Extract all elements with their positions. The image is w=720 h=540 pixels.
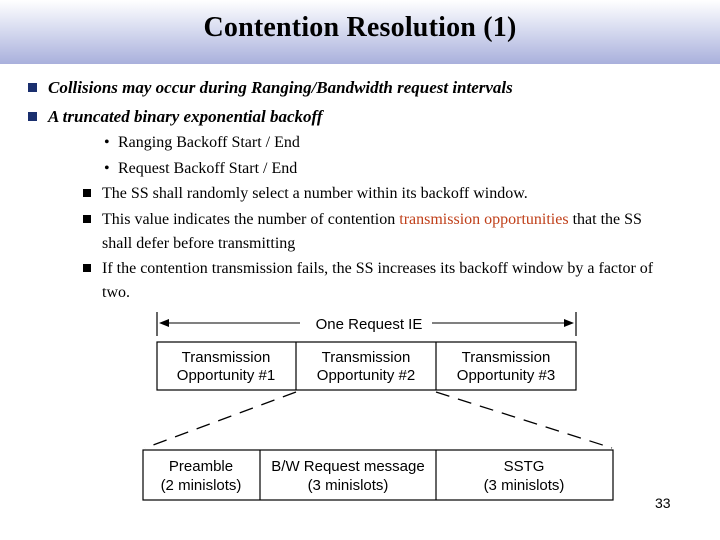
page-number: 33 (655, 495, 671, 511)
expand-line-left (145, 392, 296, 448)
opportunity-line2: Opportunity #1 (176, 367, 276, 384)
slot-line2: (2 minislots) (160, 477, 242, 494)
opportunity-line1: Transmission (461, 349, 551, 366)
opportunity-line2: Opportunity #3 (456, 367, 556, 384)
opportunity-cell-3 (457, 349, 555, 384)
slot-line2: (3 minislots) (483, 477, 565, 494)
header-label: One Request IE (315, 316, 423, 333)
note-text-post: that the SS shall defer before transmitting (102, 211, 642, 252)
expand-line-right (436, 392, 612, 448)
opportunity-line2: Opportunity #2 (316, 367, 416, 384)
opportunity-line1: Transmission (321, 349, 411, 366)
slot-line1: B/W Request message (271, 458, 425, 475)
slide-title: Contention Resolution (1) (203, 12, 517, 43)
note-text: If the contention transmission fails, the SS increases its backoff window by a factor of two. (102, 260, 654, 301)
slot-line2: (3 minislots) (307, 477, 389, 494)
slot-line1: SSTG (503, 458, 545, 475)
sub-item-text: Request Backoff Start / End (118, 160, 298, 177)
opportunity-cell-1 (177, 349, 275, 384)
note-text: The SS shall randomly select a number within its backoff window. (102, 185, 528, 202)
bullet-text: Collisions may occur during Ranging/Bandwidth request intervals (48, 78, 513, 97)
note-highlight: transmission opportunities (399, 211, 569, 228)
dot-bullet-icon: • (104, 160, 110, 177)
slot-preamble (161, 458, 242, 494)
slot-bw-request (271, 458, 424, 494)
dot-bullet-icon: • (104, 134, 110, 151)
opportunity-line1: Transmission (181, 349, 271, 366)
bullet-text: A truncated binary exponential backoff (48, 107, 323, 126)
sub-item-text: Ranging Backoff Start / End (118, 134, 300, 151)
slot-line1: Preamble (168, 458, 234, 475)
opportunity-cell-2 (317, 349, 415, 384)
note-text-pre: This value indicates the number of contention (102, 211, 400, 228)
slot-sstg (484, 458, 565, 494)
